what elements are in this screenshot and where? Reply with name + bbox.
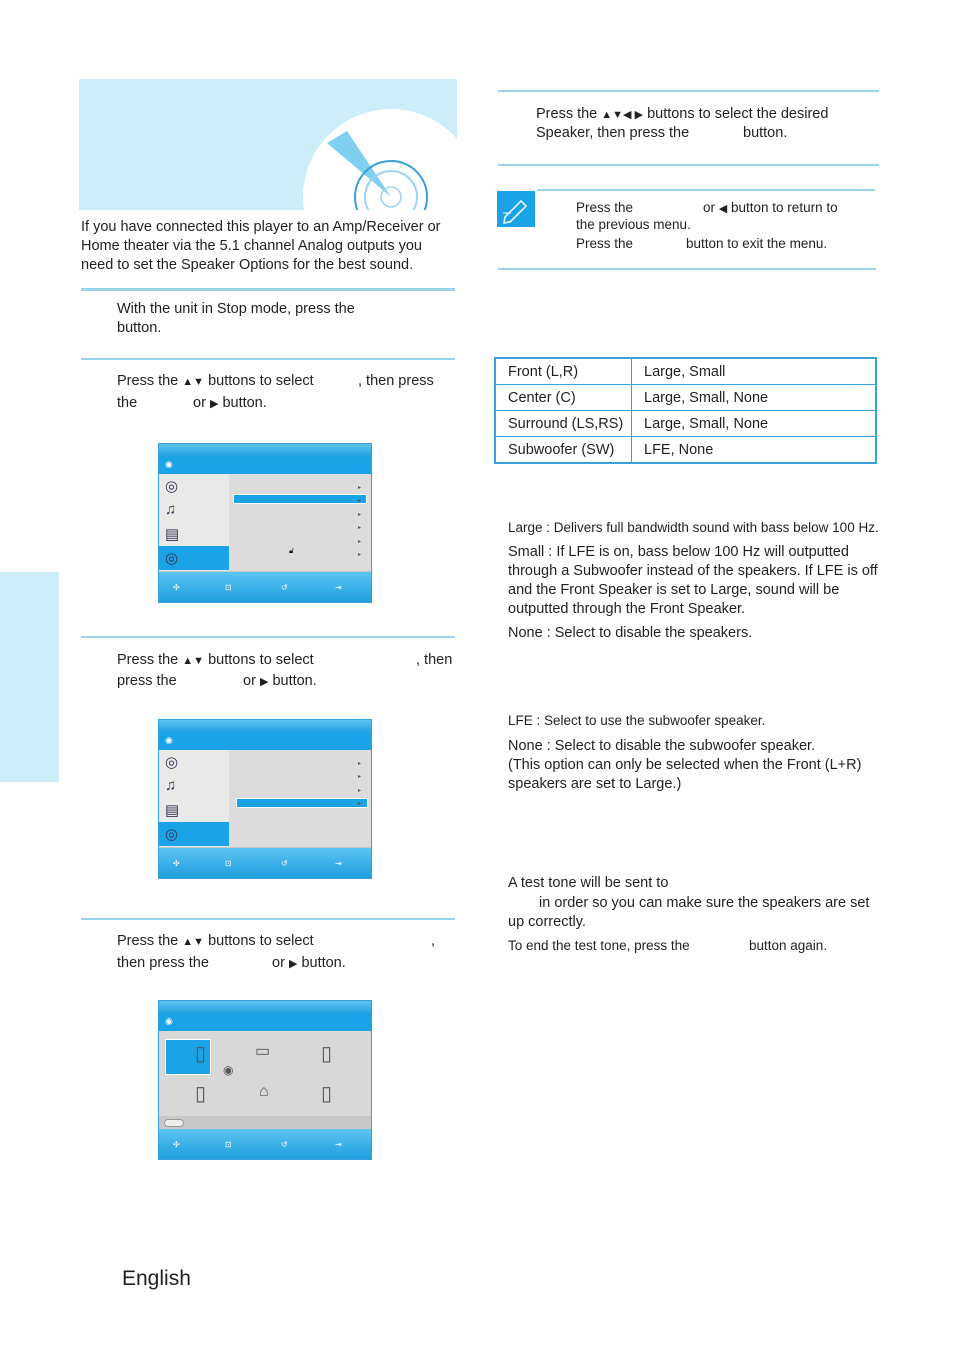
pencil-note-icon: [497, 191, 535, 227]
table-row: Front (L,R) Large, Small: [495, 358, 876, 385]
photo-icon: ▤: [165, 526, 180, 543]
note-box: [497, 191, 535, 227]
desc-none-sw: None : Select to disable the subwoofer speaker.: [508, 738, 816, 754]
section-header-box: [79, 79, 457, 210]
speaker-icon: ⌂: [259, 1083, 269, 1100]
disc-icon: ◎: [165, 478, 179, 495]
speaker-icon: ▯: [195, 1043, 207, 1065]
desc-large: Large : Delivers full bandwidth sound with bass below 100 Hz.: [508, 520, 879, 535]
footer-language: English: [122, 1267, 191, 1290]
divider: [81, 358, 455, 360]
step3-line2: or ▶ button.: [243, 673, 317, 689]
step4-line1: Press the ▲▼ buttons to select: [117, 933, 314, 949]
step2-line2: or ▶ button.: [193, 395, 267, 411]
step3-line1: Press the ▲▼ buttons to select: [117, 652, 314, 668]
desc-test-2: in order so you can make sure the speakers are set up correctly.: [508, 895, 870, 930]
music-icon: ♫: [165, 501, 177, 518]
speaker-icon: ▯: [321, 1043, 333, 1065]
note-line1: or ◀ button to return to: [703, 200, 838, 215]
setup-menu-screenshot: ◉ ◎ ♫ ▤ ◎ ▸ ▸ ▸ ▸ ▸ ▸ 🔓︎ ✣ ⊡ ↺ ⇥: [158, 443, 372, 603]
desc-test-end-b: button again.: [749, 938, 828, 953]
step2-then-press: , then press: [358, 373, 434, 389]
divider: [498, 164, 879, 166]
desc-test-end-a: To end the test tone, press the: [508, 938, 690, 953]
photo-icon: ▤: [165, 802, 180, 819]
lock-icon: 🔓︎: [289, 546, 295, 555]
step2-line1: Press the ▲▼ buttons to select: [117, 373, 314, 389]
step4-then-press: then press the: [117, 955, 209, 971]
desc-none: None : Select to disable the speakers.: [508, 625, 753, 641]
setup-icon: ◎: [165, 826, 179, 843]
divider: [81, 636, 455, 638]
disc-icon: [79, 79, 457, 210]
divider: [498, 268, 876, 270]
audio-setup-screenshot: ◉ ◎ ♫ ▤ ◎ ▸ ▸ ▸ ▸ ✣ ⊡ ↺ ⇥: [158, 719, 372, 879]
step4-line2: or ▶ button.: [272, 955, 346, 971]
step1-line1: With the unit in Stop mode, press the: [117, 301, 355, 317]
speaker-icon: ▭: [255, 1043, 271, 1060]
note-line2: the previous menu.: [576, 217, 691, 232]
desc-test-1: A test tone will be sent to: [508, 875, 669, 891]
divider: [81, 288, 455, 291]
divider: [81, 918, 455, 920]
step5-line2-a: Speaker, then press the: [536, 125, 690, 141]
desc-none-sw-note: (This option can only be selected when the Front (L+R) speakers are set to Large.): [508, 757, 862, 792]
side-tab: [0, 572, 59, 782]
desc-small: Small : If LFE is on, bass below 100 Hz will outputted through a Subwoofer instead of the speakers. If LFE is off and the Front Speaker is set to Large, sound will be outputted through the Front Speaker.: [508, 544, 878, 617]
note-press-the: Press the: [576, 200, 634, 215]
divider: [537, 189, 875, 191]
speaker-icon: ▯: [195, 1083, 207, 1105]
note-line3: button to exit the menu.: [686, 236, 828, 251]
speaker-options-table: [494, 357, 877, 464]
speaker-icon: ▯: [321, 1083, 333, 1105]
table-row: Subwoofer (SW) LFE, None: [495, 437, 876, 464]
step3-then: , then: [416, 652, 453, 668]
divider: [498, 90, 879, 92]
step4-comma: ,: [431, 933, 436, 949]
step1-line2: button.: [117, 320, 162, 336]
table-row: Center (C) Large, Small, None: [495, 385, 876, 411]
table-row: Surround (LS,RS) Large, Small, None: [495, 411, 876, 437]
music-icon: ♫: [165, 777, 177, 794]
disc-icon: ◎: [165, 754, 179, 771]
setup-icon: ◎: [165, 550, 179, 567]
step3-press-the: press the: [117, 673, 177, 689]
step5-line1: Press the ▲▼◀ ▶ buttons to select the desired: [536, 106, 829, 122]
step2-the: the: [117, 395, 138, 411]
speaker-icon: ◉: [223, 1063, 234, 1077]
speaker-setup-screenshot: ◉ ▯ ▭ ▯ ◉ ▯ ⌂ ▯ ✣ ⊡ ↺ ⇥: [158, 1000, 372, 1160]
intro-text: If you have connected this player to an Amp/Receiver or Home theater via the 5.1 channel Analog outputs you need to set the Speaker Options for the best sound.: [81, 219, 441, 273]
step5-line2-b: button.: [743, 125, 788, 141]
note-press-the-2: Press the: [576, 236, 634, 251]
desc-lfe: LFE : Select to use the subwoofer speaker.: [508, 713, 766, 728]
